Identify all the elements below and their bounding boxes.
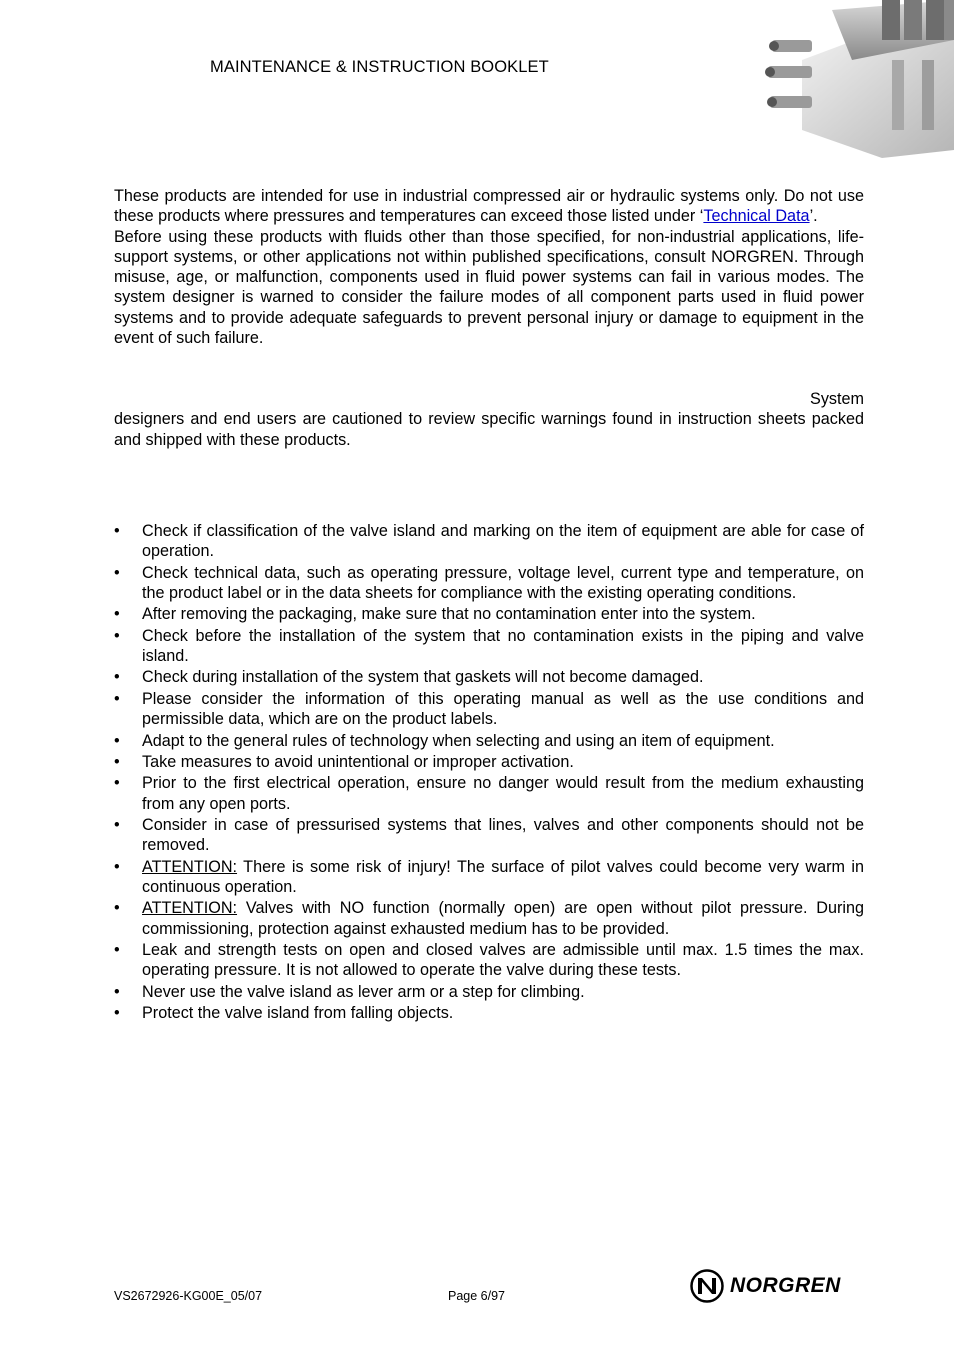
bullet-icon: • <box>114 668 120 687</box>
attention-label: ATTENTION: <box>142 857 238 876</box>
valve-island-image <box>762 0 954 160</box>
bullet-icon: • <box>114 689 120 708</box>
warning-paragraph-lead: System <box>810 390 864 408</box>
list-item: • ATTENTION: Valves with NO function (normally open) are open without pilot pressure. During commissioning, protection against exhausted medium has to be provided. <box>114 899 864 938</box>
intro-paragraph-1: These products are intended for use in industrial compressed air or hydraulic systems only. Do not use these products where pressures and temperatures can exceed those listed under ‘Technical Data’. <box>114 187 864 226</box>
list-item: • After removing the packaging, make sure that no contamination enter into the system. <box>114 605 756 624</box>
technical-data-link[interactable]: Technical Data <box>703 207 810 226</box>
header-title: MAINTENANCE & INSTRUCTION BOOKLET <box>210 58 549 76</box>
bullet-icon: • <box>114 563 120 582</box>
page-number: Page 6/97 <box>448 1289 505 1303</box>
intro-paragraph-2: Before using these products with fluids other than those specified, for non-industrial applications, life-support systems, or other applications not within published specifications, consult NORGREN. Through misuse, age, or malfunction, components used in fluid power systems can fail in various modes. The system designer is warned to consider the failure modes of all component parts used in fluid power systems and to provide adequate safeguards to prevent personal injury or damage to equipment in the event of such failure. <box>114 227 864 348</box>
list-item: • Leak and strength tests on open and closed valves are admissible until max. 1.5 times the max. operating pressure. It is not allowed to operate the valve during these tests. <box>114 941 864 980</box>
bullet-icon: • <box>114 982 120 1001</box>
bullet-icon: • <box>114 941 120 960</box>
bullet-icon: • <box>114 774 120 793</box>
norgren-emblem-icon <box>690 1269 724 1303</box>
bullet-icon: • <box>114 605 120 624</box>
list-item: • Adapt to the general rules of technology when selecting and using an item of equipment. <box>114 731 775 750</box>
list-item: • Consider in case of pressurised systems that lines, valves and other components should not be removed. <box>114 816 864 855</box>
bullet-icon: • <box>114 1004 120 1023</box>
bullet-icon: • <box>114 731 120 750</box>
bullet-icon: • <box>114 857 120 876</box>
list-item: • Check technical data, such as operating pressure, voltage level, current type and temperature, on the product label or in the data sheets for compliance with the existing operating conditions. <box>114 563 864 602</box>
list-item: • Please consider the information of this operating manual as well as the use conditions and permissible data, which are on the product labels. <box>114 689 864 729</box>
list-item: • Check before the installation of the system that no contamination exists in the piping and valve island. <box>114 626 864 666</box>
logo-wordmark: NORGREN <box>730 1274 841 1297</box>
list-item: • Protect the valve island from falling objects. <box>114 1004 454 1023</box>
list-item: • Check during installation of the system that gaskets will not become damaged. <box>114 668 704 687</box>
warning-paragraph-body: designers and end users are cautioned to review specific warnings found in instruction sheets packed and shipped with these products. <box>114 410 864 449</box>
list-item: • Never use the valve island as lever arm or a step for climbing. <box>114 982 585 1001</box>
list-item: • Check if classification of the valve island and marking on the item of equipment are able for case of operation. <box>114 522 864 561</box>
attention-label: ATTENTION: <box>142 899 238 918</box>
bullet-icon: • <box>114 899 120 918</box>
document-code: VS2672926-KG00E_05/07 <box>114 1289 263 1303</box>
intro-paragraphs <box>114 186 864 348</box>
bullet-icon: • <box>114 626 120 645</box>
warning-paragraph <box>114 389 864 450</box>
list-item: • Prior to the first electrical operation, ensure no danger would result from the medium exhausting from any open ports. <box>114 774 864 813</box>
norgren-logo <box>690 1268 866 1304</box>
bullet-icon: • <box>114 522 120 540</box>
safety-bullet-list <box>114 521 864 1025</box>
bullet-icon: • <box>114 816 120 834</box>
bullet-icon: • <box>114 752 120 771</box>
list-item: • ATTENTION: There is some risk of injury! The surface of pilot valves could become very warm in continuous operation. <box>114 857 864 896</box>
list-item: • Take measures to avoid unintentional or improper activation. <box>114 752 574 771</box>
